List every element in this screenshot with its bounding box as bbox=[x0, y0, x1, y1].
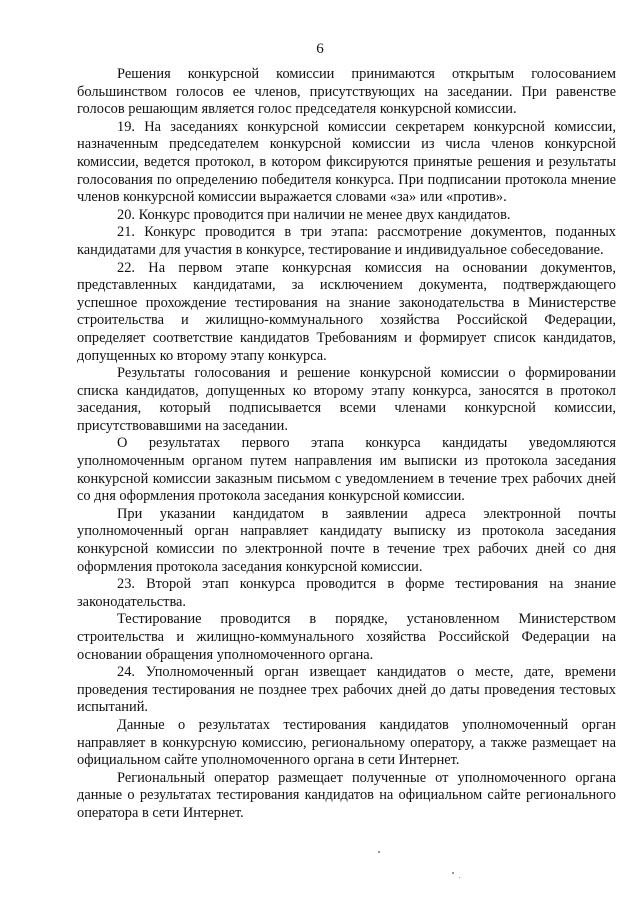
paragraph-24-results: Данные о результатах тестирования кандидатов уполномоченный орган направляет в конкурсную комиссию, региональному оператору, а также размещает на официальном сайте уполномоченного органа в сети Интернет. bbox=[77, 716, 616, 769]
paragraph-voting-rules: Решения конкурсной комиссии принимаются открытым голосованием большинством голосов ее членов, присутствующих на заседании. При равенстве голосов решающим является голос председателя конкурсной комиссии. bbox=[77, 66, 616, 118]
scan-speck bbox=[378, 851, 380, 853]
paragraph-24: 24. Уполномоченный орган извещает кандидатов о месте, дате, времени проведения тестирования не позднее трех рабочих дней до даты проведения тестовых испытаний. bbox=[77, 664, 616, 716]
paragraph-23: 23. Второй этап конкурса проводится в форме тестирования на знание законодательства. bbox=[77, 576, 616, 610]
paragraph-23-testing: Тестирование проводится в порядке, установленном Министерством строительства и жилищно-коммунального хозяйства Российской Федерации на основании обращения уполномоченного органа. bbox=[77, 611, 616, 663]
document-body bbox=[77, 66, 616, 823]
paragraph-24-operator: Региональный оператор размещает полученные от уполномоченного органа данные о результатах тестирования кандидатов на официальном сайте регионального оператора в сети Интернет. bbox=[77, 769, 616, 821]
paragraph-21: 21. Конкурс проводится в три этапа: рассмотрение документов, поданных кандидатами для участия в конкурсе, тестирование и индивидуальное собеседование. bbox=[77, 224, 616, 258]
paragraph-22: 22. На первом этапе конкурсная комиссия на основании документов, представленных кандидатами, за исключением документа, подтверждающего успешное прохождение тестирования на знание законодательства в Министерстве строительства и жилищно-коммунального хозяйства Российской Федерации, определяет соответствие кандидатов Требованиям и формирует список кандидатов, допущенных ко второму этапу конкурса. bbox=[77, 259, 616, 364]
paragraph-22-email: При указании кандидатом в заявлении адреса электронной почты уполномоченный орган направляет кандидату выписку из протокола заседания конкурсной комиссии по электронной почте в течение трех рабочих дней со дня оформления протокола заседания конкурсной комиссии. bbox=[77, 505, 616, 575]
paragraph-19: 19. На заседаниях конкурсной комиссии секретарем конкурсной комиссии, назначенным председателем конкурсной комиссии из числа членов конкурсной комиссии, ведется протокол, в котором фиксируются принятые решения и результаты голосования по определению победителя конкурса. При подписании протокола мнение членов конкурсной комиссии выражается словами «за» или «против». bbox=[77, 118, 616, 206]
scan-speck bbox=[459, 877, 460, 878]
scan-speck bbox=[452, 872, 454, 874]
paragraph-22-results: Результаты голосования и решение конкурсной комиссии о формировании списка кандидатов, допущенных ко второму этапу конкурса, заносятся в протокол заседания, который подписывается всеми членами конкурсной комиссии, присутствовавшими на заседании. bbox=[77, 365, 616, 434]
paragraph-20: 20. Конкурс проводится при наличии не менее двух кандидатов. bbox=[117, 206, 511, 223]
paragraph-22-notification: О результатах первого этапа конкурса кандидаты уведомляются уполномоченным органом путем направления им выписки из протокола заседания конкурсной комиссии заказным письмом с уведомлением в течение трех рабочих дней со дня оформления протокола заседания конкурсной комиссии. bbox=[77, 435, 616, 505]
page-number: 6 bbox=[316, 41, 324, 57]
